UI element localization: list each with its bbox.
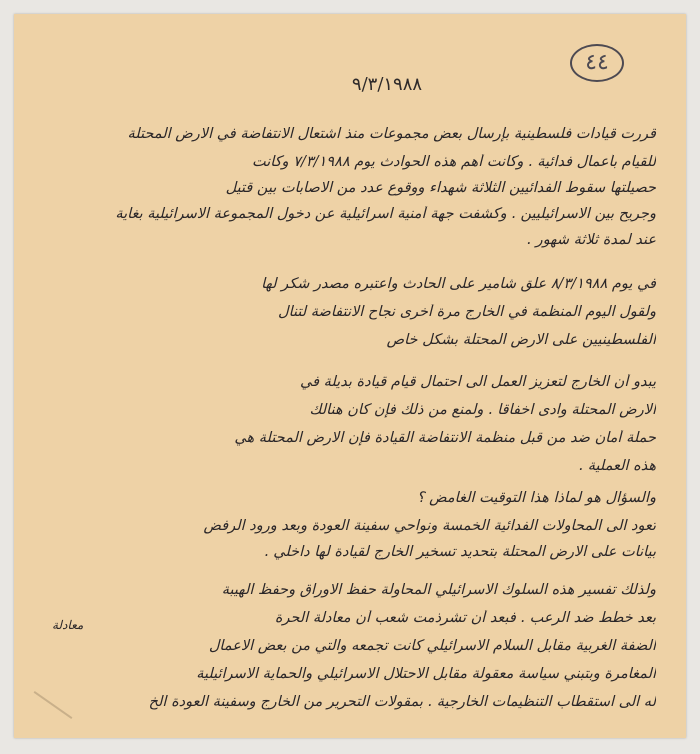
- text-line: الضفة الغربية مقابل السلام الاسرائيلي كانت تجمعه والتي من بعض الاعمال: [208, 638, 656, 654]
- paper-crease: [34, 691, 73, 719]
- text-line: بيانات على الارض المحتلة بتحديد تسخير الخارج لقيادة لها داخلي .: [264, 544, 656, 560]
- text-line: الارض المحتلة وادى اخفاقا . ولمنع من ذلك فإن كان هنالك: [309, 402, 656, 418]
- text-line: والسؤال هو لماذا هذا التوقيت الغامض ؟: [416, 490, 656, 506]
- text-line: الفلسطينيين على الارض المحتلة بشكل خاص: [386, 332, 656, 348]
- margin-note: معادلة: [52, 618, 84, 632]
- text-line: له الى استقطاب التنظيمات الخارجية . بمقولات التحرير من الخارج وسفينة العودة الخ: [148, 694, 656, 710]
- document-page: [14, 14, 686, 738]
- text-line: تعود الى المحاولات الفدائية الخمسة ونواحي سفينة العودة وبعد ورود الرفض: [203, 518, 656, 534]
- document-date: ٩/٣/١٩٨٨: [351, 74, 423, 95]
- text-line: قررت قيادات فلسطينية بإرسال بعض مجموعات منذ اشتعال الانتفاضة في الارض المحتلة: [127, 126, 656, 142]
- text-line: ولقول اليوم المنظمة في الخارج مرة أخرى نجاح الانتفاضة لتنال: [278, 304, 656, 320]
- text-line: حملة أمان ضد من قبل منظمة الانتفاضة القيادة فإن الارض المحتلة هي: [234, 430, 656, 446]
- text-line: ولذلك تفسير هذه السلوك الاسرائيلي المحاولة حفظ الاوراق وحفظ الهيبة: [221, 582, 656, 598]
- text-line: وجريح بين الاسرائيليين . وكشفت جهة أمنية اسرائيلية عن دخول المجموعة الاسرائيلية بغاية: [115, 206, 656, 222]
- text-line: بعد خطط ضد الرعب . فبعد أن تشرذمت شعب أن معادلة الحرة: [274, 610, 656, 626]
- text-line: هذه العملية .: [578, 458, 656, 474]
- text-line: حصيلتها سقوط الفدائيين الثلاثة شهداء ووقوع عدد من الاصابات بين قتيل: [225, 180, 656, 196]
- text-line: للقيام بأعمال فدائية . وكانت أهم هذه الحوادث يوم ٧/٣/١٩٨٨ وكانت: [251, 154, 656, 170]
- text-line: يبدو أن الخارج لتعزيز العمل الى احتمال قيام قيادة بديلة في: [299, 374, 656, 390]
- text-line: عند لمدة ثلاثة شهور .: [526, 232, 656, 248]
- text-line: في يوم ٨/٣/١٩٨٨ علق شامير على الحادث واعتبره مصدر شكر لها: [261, 276, 656, 292]
- text-line: المغامرة وبتبني سياسة معقولة مقابل الاحتلال الاسرائيلي والحماية الاسرائيلية: [196, 666, 656, 682]
- folio-number-stamp: ٤٤: [570, 44, 624, 82]
